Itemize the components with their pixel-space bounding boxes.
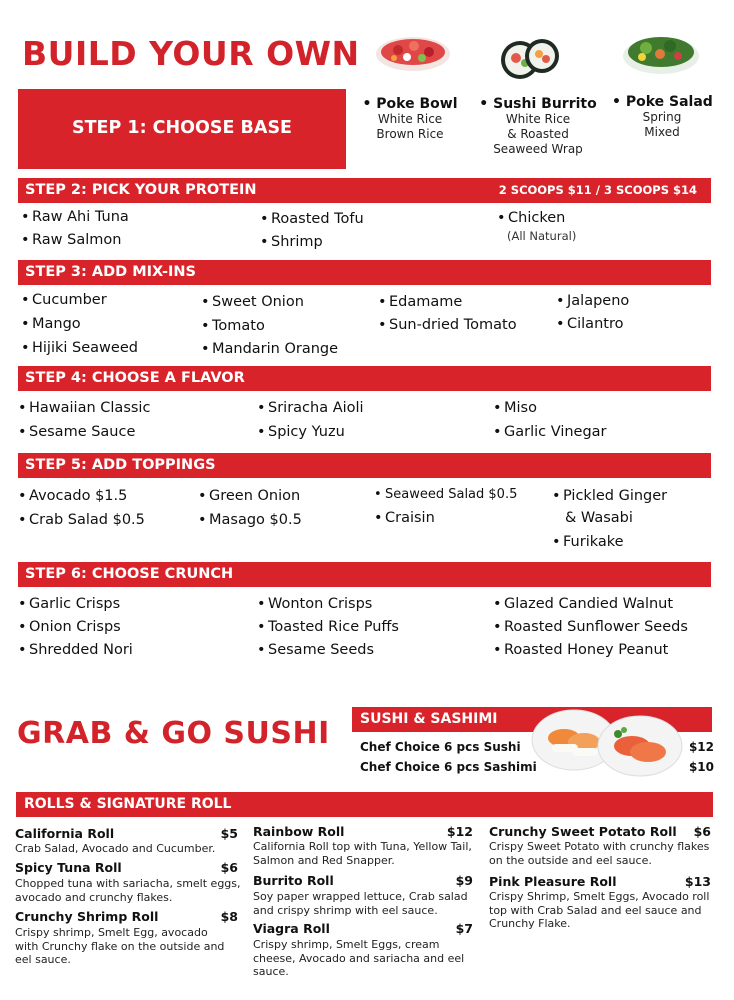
item-label: Onion Crisps — [29, 619, 121, 635]
topping-item — [18, 512, 145, 528]
item-label: Roasted Honey Peanut — [504, 642, 669, 658]
item-label: Wonton Crisps — [268, 596, 373, 612]
roll-desc: Crispy shrimp, Smelt Egg, avocado with Crunchy flake on the outside and eel sauce. — [15, 926, 225, 966]
item-label: Spicy Yuzu — [268, 424, 345, 440]
flavor-item — [257, 400, 364, 416]
step1-label: STEP 1: CHOOSE BASE — [71, 118, 292, 138]
protein-item — [260, 234, 323, 250]
bullet: • — [552, 488, 561, 504]
crunch-item — [18, 596, 120, 612]
roll-name: Rainbow Roll — [253, 824, 345, 839]
crunch-item — [493, 642, 668, 658]
roll-name: Crunchy Sweet Potato Roll — [489, 824, 677, 839]
bullet: • — [18, 596, 27, 612]
bullet: • — [257, 596, 266, 612]
poke-bowl-image — [374, 30, 452, 74]
roll-name: Viagra Roll — [253, 921, 330, 936]
sushi-burrito-image — [498, 34, 562, 84]
roll-desc: California Roll top with Tuna, Yellow Tail, Salmon and Red Snapper. — [253, 840, 472, 867]
base-name: Poke Salad — [625, 94, 713, 110]
base-option-poke-bowl — [362, 96, 458, 142]
base-sub: White Rice — [505, 112, 571, 126]
topping-item — [198, 488, 300, 504]
mixin-item — [378, 317, 517, 333]
item-label: Sesame Sauce — [29, 424, 136, 440]
base-sub: White Rice — [377, 112, 443, 126]
roll-name: California Roll — [15, 826, 115, 841]
sushi-item-price: $10 — [688, 760, 714, 774]
item-label: Sesame Seeds — [268, 642, 375, 658]
roll-price: $7 — [455, 921, 473, 936]
bullet: • — [18, 512, 27, 528]
mixin-item — [556, 293, 629, 309]
bullet: • — [374, 487, 382, 502]
roll-desc: Soy paper wrapped lettuce, Crab salad and crispy shrimp with eel sauce. — [253, 890, 468, 917]
bullet: • — [260, 211, 269, 227]
topping-item — [18, 488, 127, 504]
item-label: Toasted Rice Puffs — [268, 619, 399, 635]
rolls-label: ROLLS & SIGNATURE ROLL — [24, 796, 232, 812]
bullet: • — [257, 424, 266, 440]
crunch-item — [257, 642, 374, 658]
step2-price: 2 SCOOPS $11 / 3 SCOOPS $14 — [498, 183, 697, 197]
bullet: • — [378, 317, 387, 333]
bullet: • — [556, 316, 565, 332]
bullet: • — [21, 340, 30, 356]
bullet: • — [18, 400, 27, 416]
step6-bar — [18, 562, 711, 587]
item-label: Avocado $1.5 — [29, 488, 128, 504]
item-label: Cucumber — [32, 292, 107, 308]
topping-item-cont: & Wasabi — [565, 510, 633, 526]
sushi-item-price: $12 — [688, 740, 714, 754]
crunch-item — [493, 596, 673, 612]
bullet: • — [493, 642, 502, 658]
bullet: • — [201, 294, 210, 310]
roll-price: $6 — [693, 824, 711, 839]
roll-price: $6 — [220, 860, 238, 875]
mixin-item — [201, 318, 265, 334]
topping-item — [374, 487, 517, 502]
protein-item — [260, 211, 364, 227]
base-option-poke-salad — [612, 94, 712, 140]
step6-label: STEP 6: CHOOSE CRUNCH — [25, 566, 234, 582]
bullet: • — [479, 96, 489, 112]
item-label: Sriracha Aioli — [268, 400, 364, 416]
roll-desc: Crab Salad, Avocado and Cucumber. — [15, 842, 216, 855]
item-label: Edamame — [389, 294, 463, 310]
poke-salad-image — [620, 26, 702, 78]
item-label: Jalapeno — [567, 293, 630, 309]
mixin-item — [21, 292, 107, 308]
bullet: • — [18, 619, 27, 635]
bullet: • — [201, 341, 210, 357]
base-sub: Seaweed Wrap — [493, 142, 583, 156]
item-label: Cilantro — [567, 316, 624, 332]
item-label: Seaweed Salad $0.5 — [385, 487, 518, 502]
bullet: • — [260, 234, 269, 250]
item-label: Pickled Ginger — [563, 488, 668, 504]
step5-label: STEP 5: ADD TOPPINGS — [25, 457, 216, 473]
crunch-item — [257, 596, 372, 612]
bullet: • — [198, 488, 207, 504]
item-label: Garlic Vinegar — [504, 424, 607, 440]
mixin-item — [378, 294, 462, 310]
bullet: • — [493, 596, 502, 612]
roll-name: Crunchy Shrimp Roll — [15, 909, 159, 924]
item-label: Raw Ahi Tuna — [32, 209, 129, 225]
roll-price: $13 — [684, 874, 711, 889]
crunch-item — [493, 619, 688, 635]
mixin-item — [201, 294, 304, 310]
item-label: Sweet Onion — [212, 294, 304, 310]
sushi-item-name: Chef Choice 6 pcs Sashimi — [360, 760, 537, 774]
step3-bar — [18, 260, 711, 285]
item-label: Masago $0.5 — [209, 512, 302, 528]
mixin-item — [556, 316, 623, 332]
item-label: Green Onion — [209, 488, 301, 504]
item-label: Crab Salad $0.5 — [29, 512, 145, 528]
roll-desc: Crispy Sweet Potato with crunchy flakes on the outside and eel sauce. — [489, 840, 710, 867]
item-label: Mango — [32, 316, 81, 332]
topping-item — [198, 512, 302, 528]
item-label: Mandarin Orange — [212, 341, 339, 357]
roll-name: Pink Pleasure Roll — [489, 874, 617, 889]
mixin-item — [21, 316, 81, 332]
bullet: • — [21, 232, 30, 248]
flavor-item — [493, 424, 607, 440]
bullet: • — [21, 292, 30, 308]
protein-note: (All Natural) — [507, 229, 577, 243]
protein-item — [21, 209, 129, 225]
mixin-item — [201, 341, 338, 357]
base-sub: & Roasted — [507, 127, 569, 141]
item-label: Raw Salmon — [32, 232, 122, 248]
bullet: • — [552, 534, 561, 550]
protein-item — [497, 210, 565, 226]
bullet: • — [497, 210, 506, 226]
bullet: • — [493, 424, 502, 440]
bullet: • — [257, 400, 266, 416]
item-label: Roasted Sunflower Seeds — [504, 619, 688, 635]
bullet: • — [21, 209, 30, 225]
bullet: • — [18, 424, 27, 440]
item-label: Furikake — [563, 534, 624, 550]
bullet: • — [257, 619, 266, 635]
item-label: Tomato — [212, 318, 265, 334]
flavor-item — [18, 424, 135, 440]
topping-item — [552, 488, 667, 504]
item-label: Craisin — [385, 510, 435, 526]
item-label: Miso — [504, 400, 537, 416]
roll-price: $8 — [220, 909, 238, 924]
sushi-sashimi-label: SUSHI & SASHIMI — [360, 711, 498, 727]
step5-bar — [18, 453, 711, 478]
step4-bar — [18, 366, 711, 391]
bullet: • — [257, 642, 266, 658]
crunch-item — [18, 619, 121, 635]
crunch-item — [257, 619, 399, 635]
roll-desc: Crispy Shrimp, Smelt Eggs, Avocado roll top with Crab Salad and eel sauce and Crunchy Flake. — [489, 890, 710, 930]
page-title: BUILD YOUR OWN — [22, 34, 360, 73]
flavor-item — [257, 424, 345, 440]
item-label: Garlic Crisps — [29, 596, 121, 612]
item-label: Hijiki Seaweed — [32, 340, 138, 356]
roll-desc: Chopped tuna with sariacha, smelt eggs, avocado and crunchy flakes. — [15, 877, 241, 904]
base-option-sushi-burrito — [478, 96, 598, 157]
step3-label: STEP 3: ADD MIX-INS — [25, 264, 197, 280]
bullet: • — [201, 318, 210, 334]
roll-price: $5 — [220, 826, 238, 841]
flavor-item — [18, 400, 150, 416]
base-name: Sushi Burrito — [493, 96, 597, 112]
roll-name: Spicy Tuna Roll — [15, 860, 122, 875]
bullet: • — [18, 488, 27, 504]
item-label: Shrimp — [271, 234, 323, 250]
bullet: • — [612, 94, 621, 110]
item-label: Glazed Candied Walnut — [504, 596, 674, 612]
item-label: Sun-dried Tomato — [389, 317, 517, 333]
bullet: • — [493, 619, 502, 635]
base-sub: Mixed — [644, 125, 680, 139]
grab-go-title: GRAB & GO SUSHI — [17, 716, 330, 751]
base-sub: Brown Rice — [376, 127, 444, 141]
bullet: • — [374, 510, 383, 526]
item-label: Hawaiian Classic — [29, 400, 151, 416]
bullet: • — [198, 512, 207, 528]
bullet: • — [556, 293, 565, 309]
step2-bar — [18, 178, 711, 203]
topping-item — [552, 534, 624, 550]
bullet: • — [21, 316, 30, 332]
base-sub: Spring — [642, 110, 682, 124]
item-label: Shredded Nori — [29, 642, 133, 658]
crunch-item — [18, 642, 133, 658]
bullet: • — [378, 294, 387, 310]
flavor-item — [493, 400, 537, 416]
step2-label: STEP 2: PICK YOUR PROTEIN — [25, 182, 257, 198]
bullet: • — [362, 96, 372, 112]
roll-price: $12 — [446, 824, 473, 839]
sushi-item-name: Chef Choice 6 pcs Sushi — [360, 740, 521, 754]
roll-price: $9 — [455, 873, 473, 888]
protein-item — [21, 232, 121, 248]
topping-item — [374, 510, 435, 526]
item-label: Roasted Tofu — [271, 211, 364, 227]
roll-desc: Crispy shrimp, Smelt Eggs, cream cheese, Avocado and sariacha and eel sauce. — [253, 938, 465, 978]
step4-label: STEP 4: CHOOSE A FLAVOR — [25, 370, 245, 386]
bullet: • — [493, 400, 502, 416]
base-name: Poke Bowl — [376, 96, 458, 112]
mixin-item — [21, 340, 138, 356]
item-label: Chicken — [508, 210, 566, 226]
bullet: • — [18, 642, 27, 658]
roll-name: Burrito Roll — [253, 873, 334, 888]
